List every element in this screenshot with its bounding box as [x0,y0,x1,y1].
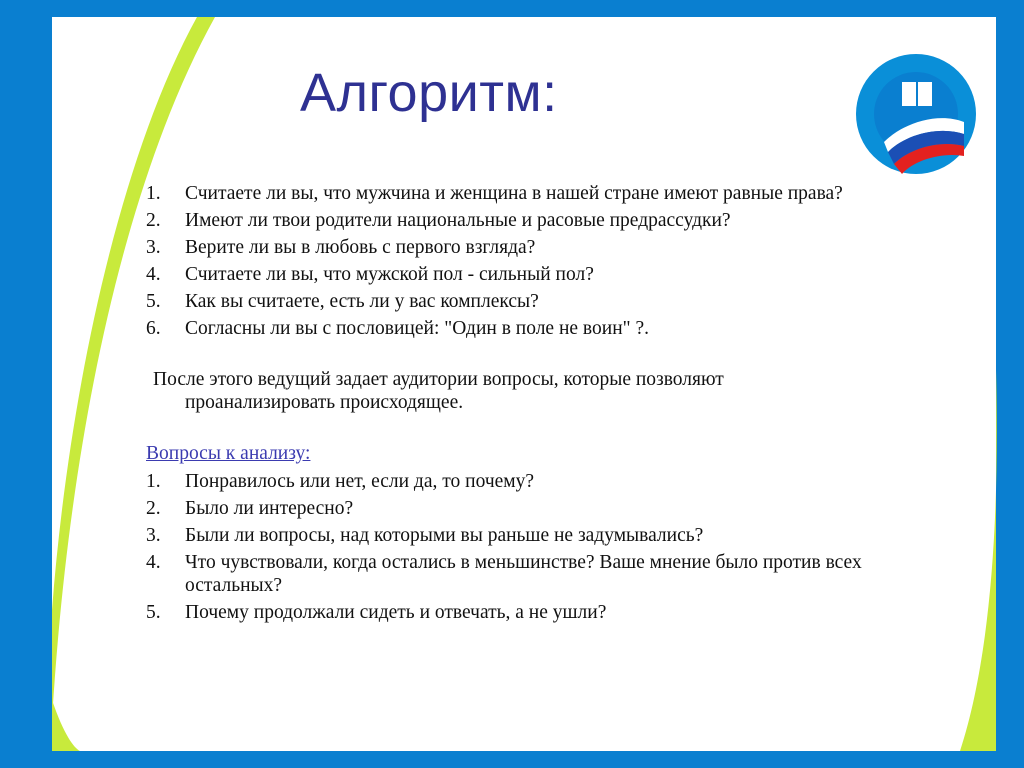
list-item: 2. Имеют ли твои родители национальные и расовые предрассудки? [146,210,731,231]
book-emblem-icon [844,42,986,184]
analysis-questions-list [146,470,876,624]
list-item: 5. Почему продолжали сидеть и отвечать, а не ушли? [146,602,607,623]
list-item: 4. Что чувствовали, когда остались в меньшинстве? Ваше мнение было против всех остальных? [146,552,862,596]
list-item: 3. Верите ли вы в любовь с первого взгляда? [146,237,536,258]
analysis-heading-link[interactable]: Вопросы к анализу: [146,443,311,464]
list-item: 1. Считаете ли вы, что мужчина и женщина в нашей стране имеют равные права? [146,183,843,204]
list-item: 4. Считаете ли вы, что мужской пол - сильный пол? [146,264,594,285]
list-item: 2. Было ли интересно? [146,498,354,519]
list-item: 5. Как вы считаете, есть ли у вас комплексы? [146,291,539,312]
list-item: 3. Были ли вопросы, над которыми вы раньше не задумывались? [146,525,704,546]
slide-title: Алгоритм: [300,63,558,123]
list-item: 1. Понравилось или нет, если да, то почему? [146,471,535,492]
instruction-paragraph: После этого ведущий задает аудитории вопросы, которые позволяют проанализировать происходящее. [153,369,724,413]
slide-body [146,182,876,628]
questions-list [146,182,876,340]
logo [844,42,986,184]
list-item: 6. Согласны ли вы с пословицей: "Один в поле не воин" ?. [146,318,649,339]
